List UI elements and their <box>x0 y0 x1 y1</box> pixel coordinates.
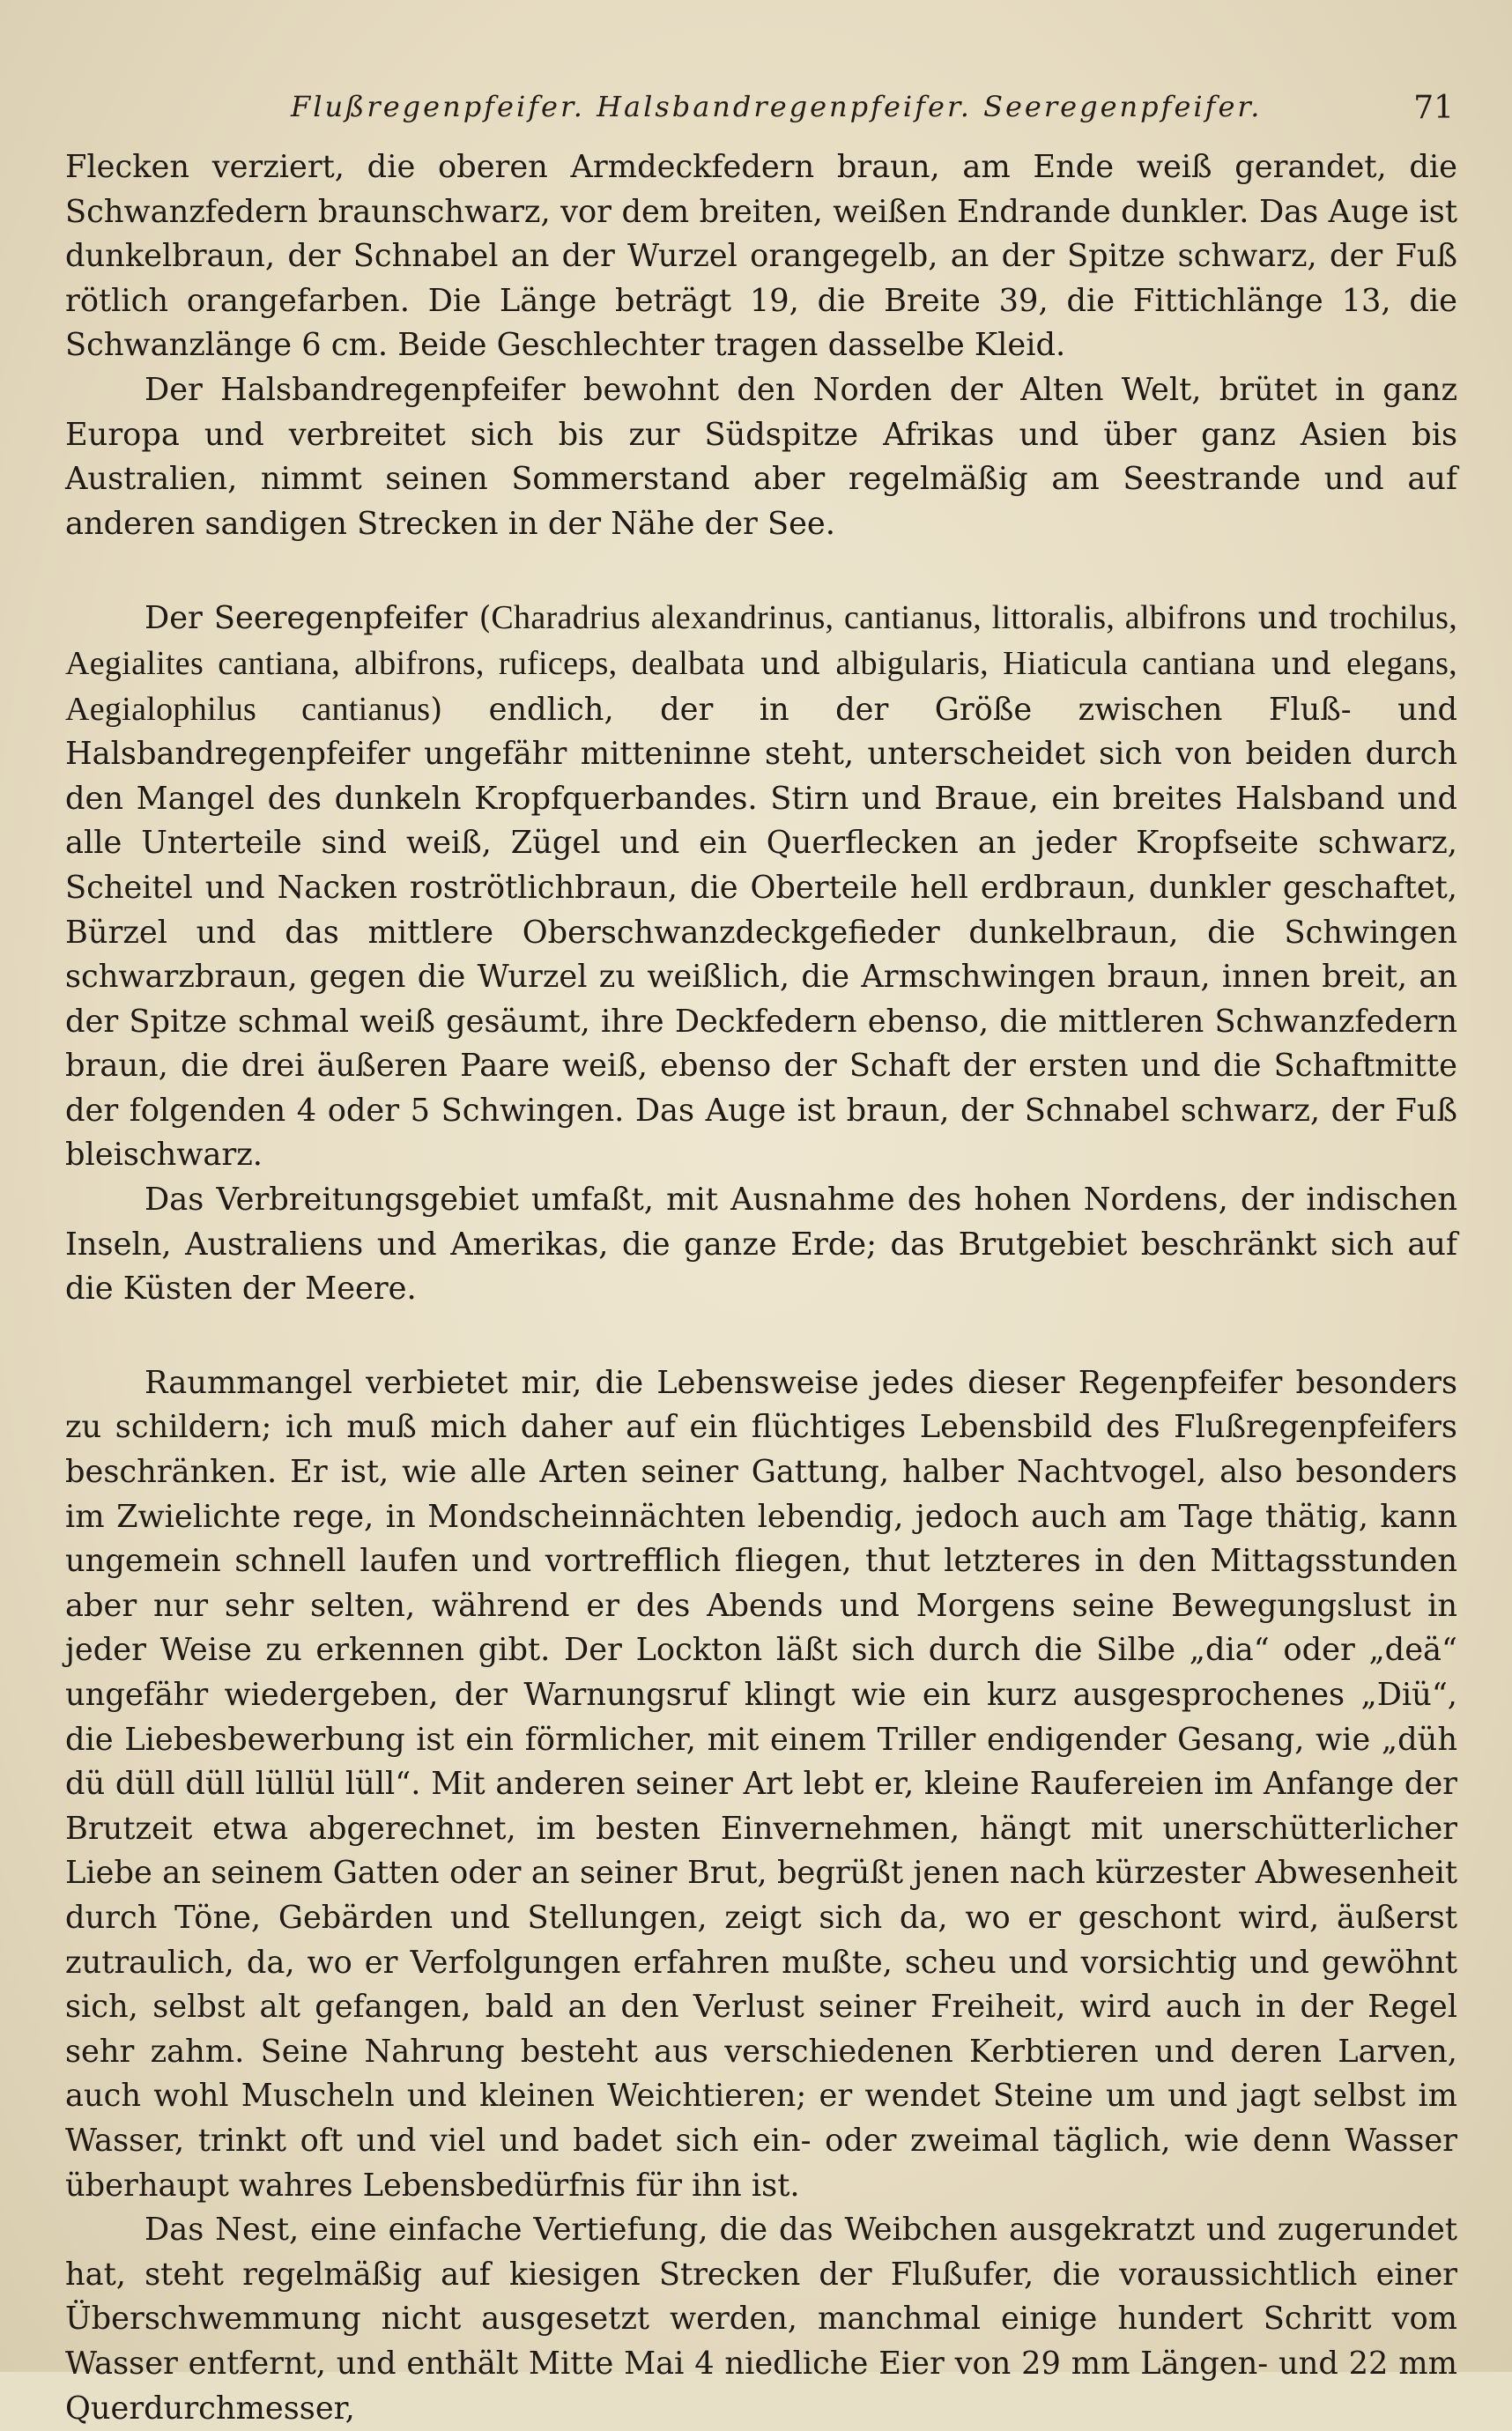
paragraph-gap <box>65 1312 1457 1361</box>
text-run: und <box>745 645 836 682</box>
latin-names: Charadrius alexandrinus, cantianus, littoralis, albifrons <box>491 599 1247 637</box>
latin-names: albigularis, Hiaticula cantiana <box>835 644 1256 682</box>
paragraph-seeregenpfeifer-range: Das Verbreitungsgebiet umfaßt, mit Ausnahme des hohen Nordens, der indischen Inseln, Australiens und Amerikas, die ganze Erde; das Brutgebiet beschränkt sich auf die Küsten der Meere. <box>65 1182 1457 1308</box>
text-run: und <box>1256 645 1347 682</box>
text-run: und <box>1246 600 1330 637</box>
page-header <box>291 81 1463 134</box>
paragraph-gap <box>65 546 1457 596</box>
text-run: ) endlich, der in der Größe zwischen Fluß- und Halsbandregenpfeifer ungefähr mitteninne steht, unterscheidet sich von beiden durch den Mangel des dunkeln Kropfquerbandes. Stirn und Braue, ein breites Halsband und alle Unterteile sind weiß, Zügel und ein Querflecken an jeder Kropfseite schwarz, Scheitel und Nacken roströtlichbraun, die Oberteile hell erdbraun, dunkler geschaftet, Bürzel und das mittlere Oberschwanzdeckgefieder dunkelbraun, die Schwingen schwarzbraun, gegen die Wurzel zu weißlich, die Armschwingen braun, innen breit, an der Spitze schmal weiß gesäumt, ihre Deckfedern ebenso, die mittleren Schwanzfedern braun, die drei äußeren Paare weiß, ebenso der Schaft der ersten und die Schaftmitte der folgenden 4 oder 5 Schwingen. Das Auge ist braun, der Schnabel schwarz, der Fuß bleischwarz. <box>65 691 1457 1174</box>
body-text <box>65 145 1457 2431</box>
latin-names: trochilus, Aegialites cantiana, albifrons, ruficeps, dealbata <box>65 599 1457 682</box>
latin-names: elegans, Aegialophilus cantianus <box>65 644 1457 728</box>
paragraph-continuation: Flecken verziert, die oberen Armdeckfedern braun, am Ende weiß gerandet, die Schwanzfedern braunschwarz, vor dem breiten, weißen Endrande dunkler. Das Auge ist dunkelbraun, der Schnabel an der Wurzel orangegelb, an der Spitze schwarz, der Fuß rötlich orangefarben. Die Länge beträgt 19, die Breite 39, die Fittichlänge 13, die Schwanzlänge 6 cm. Beide Geschlechter tragen dasselbe Kleid. <box>65 149 1457 364</box>
paragraph-halsbandregenpfeifer-range: Der Halsbandregenpfeifer bewohnt den Norden der Alten Welt, brütet in ganz Europa und verbreitet sich bis zur Südspitze Afrikas und über ganz Asien bis Australien, nimmt seinen Sommerstand aber regelmäßig am Seestrande und auf anderen sandigen Strecken in der Nähe der See. <box>65 371 1457 542</box>
paragraph-seeregenpfeifer-description <box>65 596 1457 1178</box>
paragraph-nest: Das Nest, eine einfache Vertiefung, die das Weibchen ausgekratzt und zugerundet hat, steht regelmäßig auf kiesigen Strecken der Flußufer, die voraussichtlich einer Überschwemmung nicht ausgesetzt werden, manchmal einige hundert Schritt vom Wasser entfernt, und enthält Mitte Mai 4 niedliche Eier von 29 mm Längen- und 22 mm Querdurchmesser, <box>65 2212 1457 2427</box>
text-run: Der Seeregenpfeifer ( <box>145 600 492 637</box>
running-head: Flußregenpfeifer. Halsbandregenpfeifer. Seeregenpfeifer. <box>291 90 1263 123</box>
page-number: 71 <box>1413 90 1454 126</box>
paragraph-lebensweise: Raummangel verbietet mir, die Lebensweise jedes dieser Regenpfeifer besonders zu schildern; ich muß mich daher auf ein flüchtiges Lebensbild des Flußregenpfeifers beschränken. Er ist, wie alle Arten seiner Gattung, halber Nachtvogel, also besonders im Zwielichte rege, in Mondscheinnächten lebendig, jedoch auch am Tage thätig, kann ungemein schnell laufen und vortrefflich fliegen, thut letzteres in den Mittagsstunden aber nur sehr selten, während er des Abends und Morgens seine Bewegungslust in jeder Weise zu erkennen gibt. Der Lockton läßt sich durch die Silbe „dia“ oder „deä“ ungefähr wiedergeben, der Warnungsruf klingt wie ein kurz ausgesprochenes „Diü“, die Liebesbewerbung ist ein förmlicher, mit einem Triller endigender Gesang, wie „düh dü düll düll lüllül lüll“. Mit anderen seiner Art lebt er, kleine Raufereien im Anfange der Brutzeit etwa abgerechnet, im besten Einvernehmen, hängt mit unerschütterlicher Liebe an seinem Gatten oder an seiner Brut, begrüßt jenen nach kürzester Abwesenheit durch Töne, Gebärden und Stellungen, zeigt sich da, wo er geschont wird, äußerst zutraulich, da, wo er Verfolgungen erfahren mußte, scheu und vorsichtig und gewöhnt sich, selbst alt gefangen, bald an den Verlust seiner Freiheit, wird auch in der Regel sehr zahm. Seine Nahrung besteht aus verschiedenen Kerbtieren und deren Larven, auch wohl Muscheln und kleinen Weichtieren; er wendet Steine um und jagt selbst im Wasser, trinkt oft und viel und badet sich ein- oder zweimal täglich, wie denn Wasser überhaupt wahres Lebensbedürfnis für ihn ist. <box>65 1364 1457 2204</box>
